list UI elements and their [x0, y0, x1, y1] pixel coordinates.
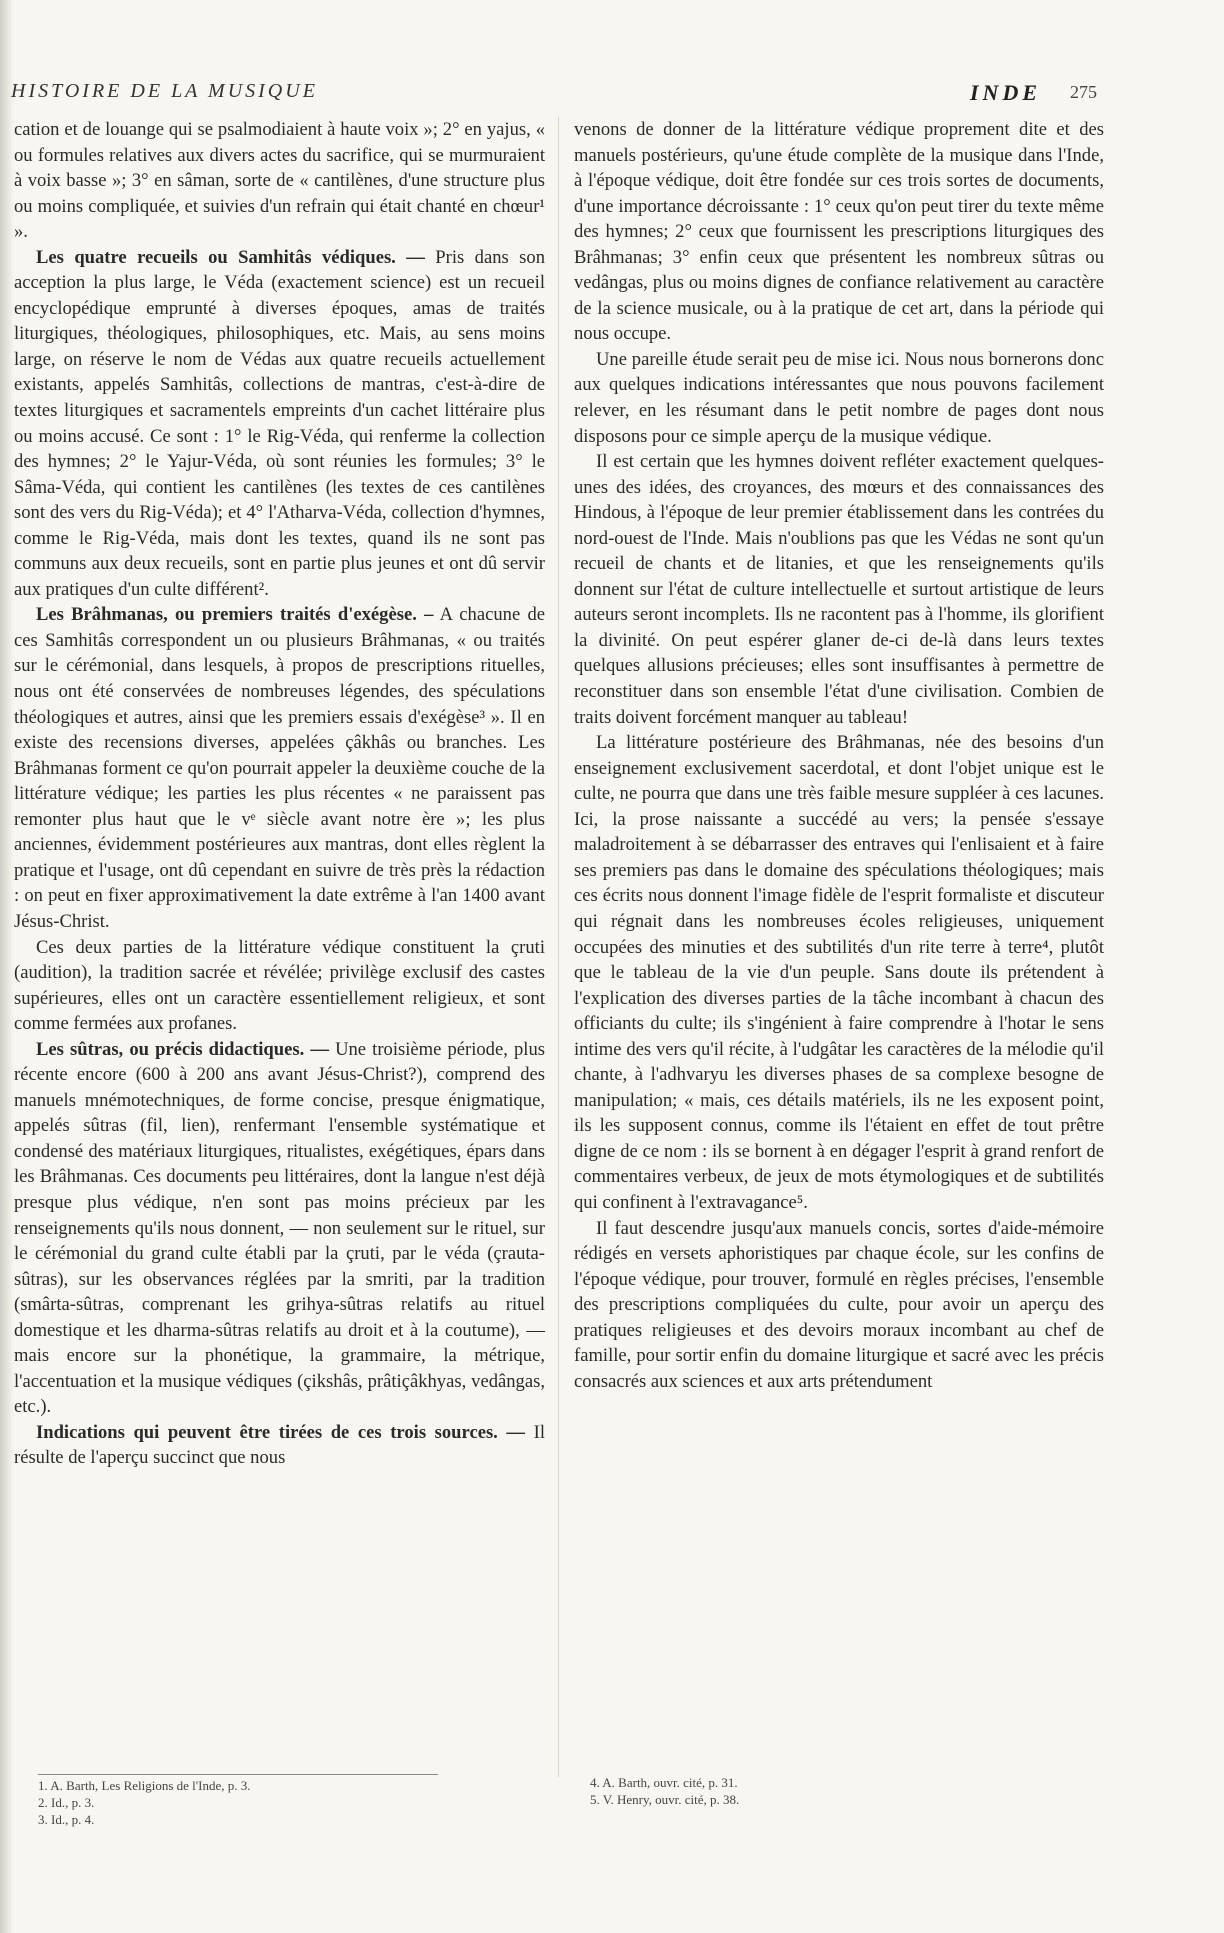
- paragraph: Une pareille étude serait peu de mise ici. Nous nous bornerons donc aux quelques indications intéressantes que nous pouvons facilement relever, en les résumant dans le petit nombre de pages dont nous disposons pour ce simple aperçu de la musique védique.: [574, 348, 1104, 447]
- left-column: [14, 117, 545, 1471]
- page-number: 275: [1070, 82, 1097, 102]
- footnote: 3. Id., p. 4.: [38, 1812, 95, 1827]
- right-column: [574, 117, 1104, 1394]
- footnote: 2. Id., p. 3.: [38, 1795, 95, 1810]
- footnotes-left: [38, 1774, 438, 1828]
- paragraph: [14, 245, 545, 603]
- paragraph-text: Une troisième période, plus récente encore (600 à 200 ans avant Jésus-Christ?), comprend des manuels mnémotechniques, de forme concise, presque énigmatique, appelés sûtras (fil, lien), renfermant l'ensemble systématique et condensé des matériaux liturgiques, ritualistes, exégétiques, épars dans les Brâhmanas. Ces documents peu littéraires, dont la langue n'est déjà presque plus védique, n'en sont pas moins précieux par les renseignements qu'ils nous donnent, — non seulement sur le rituel, sur le cérémonial du grand culte établi par la çruti, par le véda (çrauta-sûtras), sur les observances réglées par la smriti, par la tradition (smârta-sûtras, comprenant les grihya-sûtras relatifs au rituel domestique et les dharma-sûtras relatifs au droit et à la coutume), — mais encore sur la phonétique, la grammaire, la métrique, l'accentuation et la musique védiques (çikshâs, prâtiçâkhyas, vedângas, etc.).: [14, 1038, 545, 1418]
- paragraph: [14, 602, 545, 934]
- paragraph-text: Pris dans son acception la plus large, le Véda (exactement science) est un recueil encyclopédique emprunté à diverses époques, amas de traités liturgiques, théologiques, philosophiques, etc. Mais, au sens moins large, on réserve le nom de Védas aux quatre recueils actuellement existants, appelés Samhitâs, collections de mantras, c'est-à-dire de textes liturgiques et sacramentels empreints d'un cachet littéraire plus ou moins accusé. Ce sont : 1° le Rig-Véda, qui renferme la collection des hymnes; 2° le Yajur-Véda, où sont réunies les formules; 3° le Sâma-Véda, qui contient les cantilènes (les textes de ces cantilènes sont des vers du Rig-Véda); et 4° l'Atharva-Véda, collection d'hymnes, comme le Rig-Véda, mais dont les textes, quand ils ne sont pas communs aux deux recueils, sont en partie plus jeunes et ont dû servir aux pratiques d'un culte différent².: [14, 246, 545, 600]
- section-heading: Les Brâhmanas, ou premiers traités d'exégèse. –: [36, 604, 434, 626]
- paragraph-text: Il résulte de l'aperçu succinct que nous: [14, 1421, 545, 1469]
- paragraph: cation et de louange qui se psalmodiaient à haute voix »; 2° en yajus, « ou formules relatives aux divers actes du sacrifice, qui se murmuraient à voix basse »; 3° en sâman, sorte de « cantilènes, d'une structure plus ou moins compliquée, et suivies d'un refrain qui était chanté en chœur¹ ».: [14, 119, 545, 243]
- running-title: HISTOIRE DE LA MUSIQUE: [11, 80, 318, 102]
- paragraph: [14, 1420, 545, 1471]
- column-divider: [558, 117, 559, 1777]
- footnote: 1. A. Barth, Les Religions de l'Inde, p. 3.: [38, 1778, 251, 1793]
- section-title: INDE: [970, 80, 1042, 105]
- paragraph-text: A chacune de ces Samhitâs correspondent un ou plusieurs Brâhmanas, « ou traités sur le cérémonial, dans lesquels, à propos de prescriptions rituelles, nous ont été conservées de nombreuses légendes, des spéculations théologiques et autres, ainsi que les premiers essais d'exégèse³ ». Il en existe des recensions diverses, appelées çâkhâs ou branches. Les Brâhmanas forment ce qu'on pourrait appeler la deuxième couche de la littérature védique; les parties les plus récentes « ne paraissent pas remonter plus haut que le vᵉ siècle avant notre ère »; les plus anciennes, évidemment postérieures aux mantras, dont elles règlent la pratique et l'usage, ont dû cependant en suivre de très près la rédaction : on peut en fixer approximativement la date extrême à l'an 1400 avant Jésus-Christ.: [14, 604, 545, 932]
- section-heading: Les sûtras, ou précis didactiques. —: [36, 1038, 329, 1060]
- page-header: [0, 80, 1224, 110]
- paragraph: venons de donner de la littérature védique proprement dite et des manuels postérieurs, qu'une étude complète de la musique dans l'Inde, à l'époque védique, doit être fondée sur ces trois sortes de documents, d'une importance décroissante : 1° ceux qu'on peut tirer du texte même des hymnes; 2° ceux que fournissent les prescriptions liturgiques des Brâhmanas; 3° enfin ceux que présentent les nombreux sûtras ou vedângas, plus ou moins dignes de confiance relativement au caractère de la science musicale, ou à la pratique de cet art, dans la période qui nous occupe.: [574, 119, 1104, 345]
- paragraph: [14, 1037, 545, 1420]
- paragraph: La littérature postérieure des Brâhmanas, née des besoins d'un enseignement exclusivement sacerdotal, et dont l'objet unique est le culte, ne pourra que dans une très faible mesure suppléer à ces lacunes. Ici, la prose naissante a succédé au vers; la pensée s'essaye maladroitement à se débarrasser des entraves qui l'enlisaient et à faire ses premiers pas dans le domaine des spéculations théologiques; mais ces écrits nous donnent l'image fidèle de l'esprit formaliste et discuteur qui régnait dans les nombreuses écoles religieuses, uniquement occupées des minuties et des subtilités d'un rite terre à terre⁴, plutôt que le tableau de la vie d'un peuple. Sans doute ils prétendent à l'explication des diverses parties de la tâche incombant à chacun des officiants du culte; ils s'ingénient à faire comprendre à l'hotar le sens intime des vers qu'il récite, à l'udgâtar les caractères de la mélodie qu'il chante, à l'adhvaryu les diverses phases de sa complexe besogne de manipulation; « mais, ces détails matériels, ils ne les exposent point, ils les supposent connus, comme ils l'étaient en effet de tout prêtre digne de ce nom : ils se bornent à en dégager l'esprit à grand renfort de commentaires verbeux, de jeux de mots étymologiques et de subtilités qui confinent à l'extravagance⁵.: [574, 732, 1104, 1213]
- paragraph: Il est certain que les hymnes doivent refléter exactement quelques-unes des idées, des croyances, des mœurs et des connaissances des Hindous, à l'époque de leur premier établissement dans les contrées du nord-ouest de l'Inde. Mais n'oublions pas que les Védas ne sont qu'un recueil de chants et de litanies, et que les renseignements qu'ils donnent sur l'état de culture intellectuelle et surtout artistique de leurs auteurs seront incomplets. Ils ne racontent pas à l'homme, ils glorifient la divinité. On peut espérer glaner de-ci de-là dans leurs textes quelques allusions précieuses; elles sont insuffisantes à permettre de reconstituer dans son ensemble l'état d'une civilisation. Combien de traits doivent forcément manquer au tableau!: [574, 451, 1104, 728]
- section-heading: Les quatre recueils ou Samhitâs védiques. —: [36, 246, 425, 268]
- section-heading: Indications qui peuvent être tirées de ces trois sources. —: [36, 1421, 526, 1443]
- footnotes-right: [590, 1774, 990, 1808]
- paragraph: Ces deux parties de la littérature védique constituent la çruti (audition), la tradition sacrée et révélée; privilège exclusif des castes supérieures, elles ont un caractère essentiellement religieux, et sont comme fermées aux profanes.: [14, 936, 545, 1035]
- paragraph: Il faut descendre jusqu'aux manuels concis, sortes d'aide-mémoire rédigés en versets aphoristiques par chaque école, sur les confins de l'époque védique, pour trouver, formulé en règles précises, l'ensemble des prescriptions compliquées du culte, pour avoir un aperçu des pratiques religieuses et des devoirs moraux incombant au chef de famille, pour sortir enfin du domaine liturgique et sacré avec les précis consacrés aux sciences et aux arts prétendument: [574, 1217, 1104, 1392]
- footnote: 4. A. Barth, ouvr. cité, p. 31.: [590, 1775, 738, 1790]
- footnote: 5. V. Henry, ouvr. cité, p. 38.: [590, 1792, 740, 1807]
- binding-shadow: [0, 0, 14, 1933]
